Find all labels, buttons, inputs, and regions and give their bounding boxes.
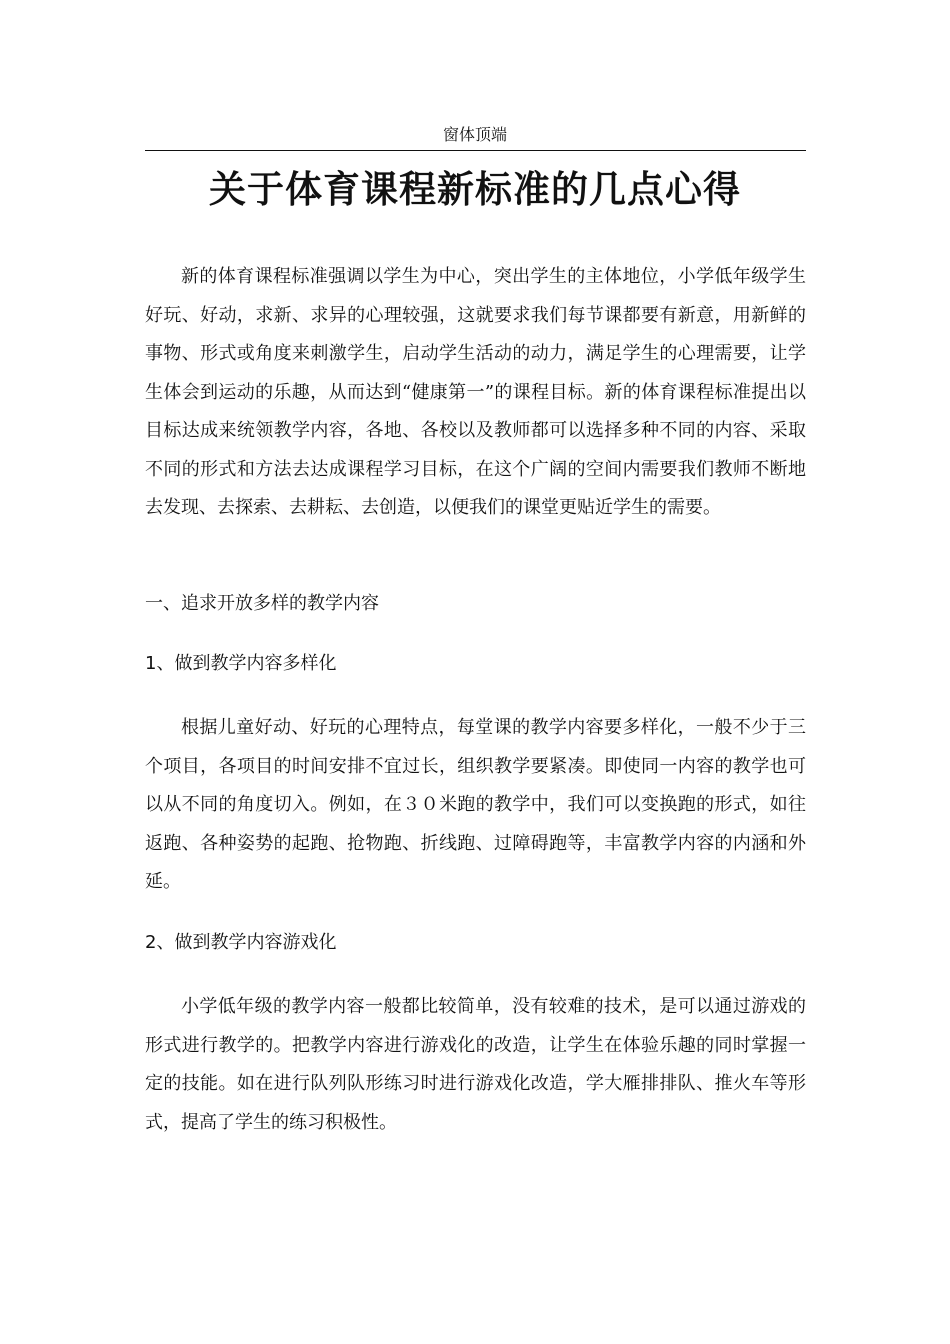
form-top-label: 窗体顶端 <box>442 125 507 144</box>
section-heading-1: 一、追求开放多样的教学内容 <box>145 593 379 614</box>
intro-paragraph: 新的体育课程标准强调以学生为中心，突出学生的主体地位，小学低年级学生好玩、好动，求新、求异的心理较强，这就要求我们每节课都要有新意，用新鲜的事物、形式或角度来刺激学生，启动学生活动的动力，满足学生的心理需要，让学生体会到运动的乐趣，从而达到“健康第一”的课程目标。新的体育课程标准提出以目标达成来统领教学内容，各地、各校以及教师都可以选择多种不同的内容、采取不同的形式和方法去达成课程学习目标，在这个广阔的空间内需要我们教师不断地去发现、去探索、去耕耘、去创造，以便我们的课堂更贴近学生的需要。 <box>145 266 806 518</box>
subsection-heading-1: 1、做到教学内容多样化 <box>145 653 337 674</box>
document-title: 关于体育课程新标准的几点心得 <box>209 168 741 211</box>
header-divider <box>145 150 806 151</box>
subsection-heading-2: 2、做到教学内容游戏化 <box>145 932 337 953</box>
subsection-paragraph-1: 根据儿童好动、好玩的心理特点，每堂课的教学内容要多样化，一般不少于三个项目，各项目的时间安排不宜过长，组织教学要紧凑。即使同一内容的教学也可以从不同的角度切入。例如，在３０米跑的教学中，我们可以变换跑的形式，如往返跑、各种姿势的起跑、抢物跑、折线跑、过障碍跑等，丰富教学内容的内涵和外延。 <box>145 717 806 892</box>
subsection-paragraph-2: 小学低年级的教学内容一般都比较简单，没有较难的技术，是可以通过游戏的形式进行教学的。把教学内容进行游戏化的改造，让学生在体验乐趣的同时掌握一定的技能。如在进行队列队形练习时进行游戏化改造，学大雁排排队、推火车等形式，提高了学生的练习积极性。 <box>145 996 806 1133</box>
